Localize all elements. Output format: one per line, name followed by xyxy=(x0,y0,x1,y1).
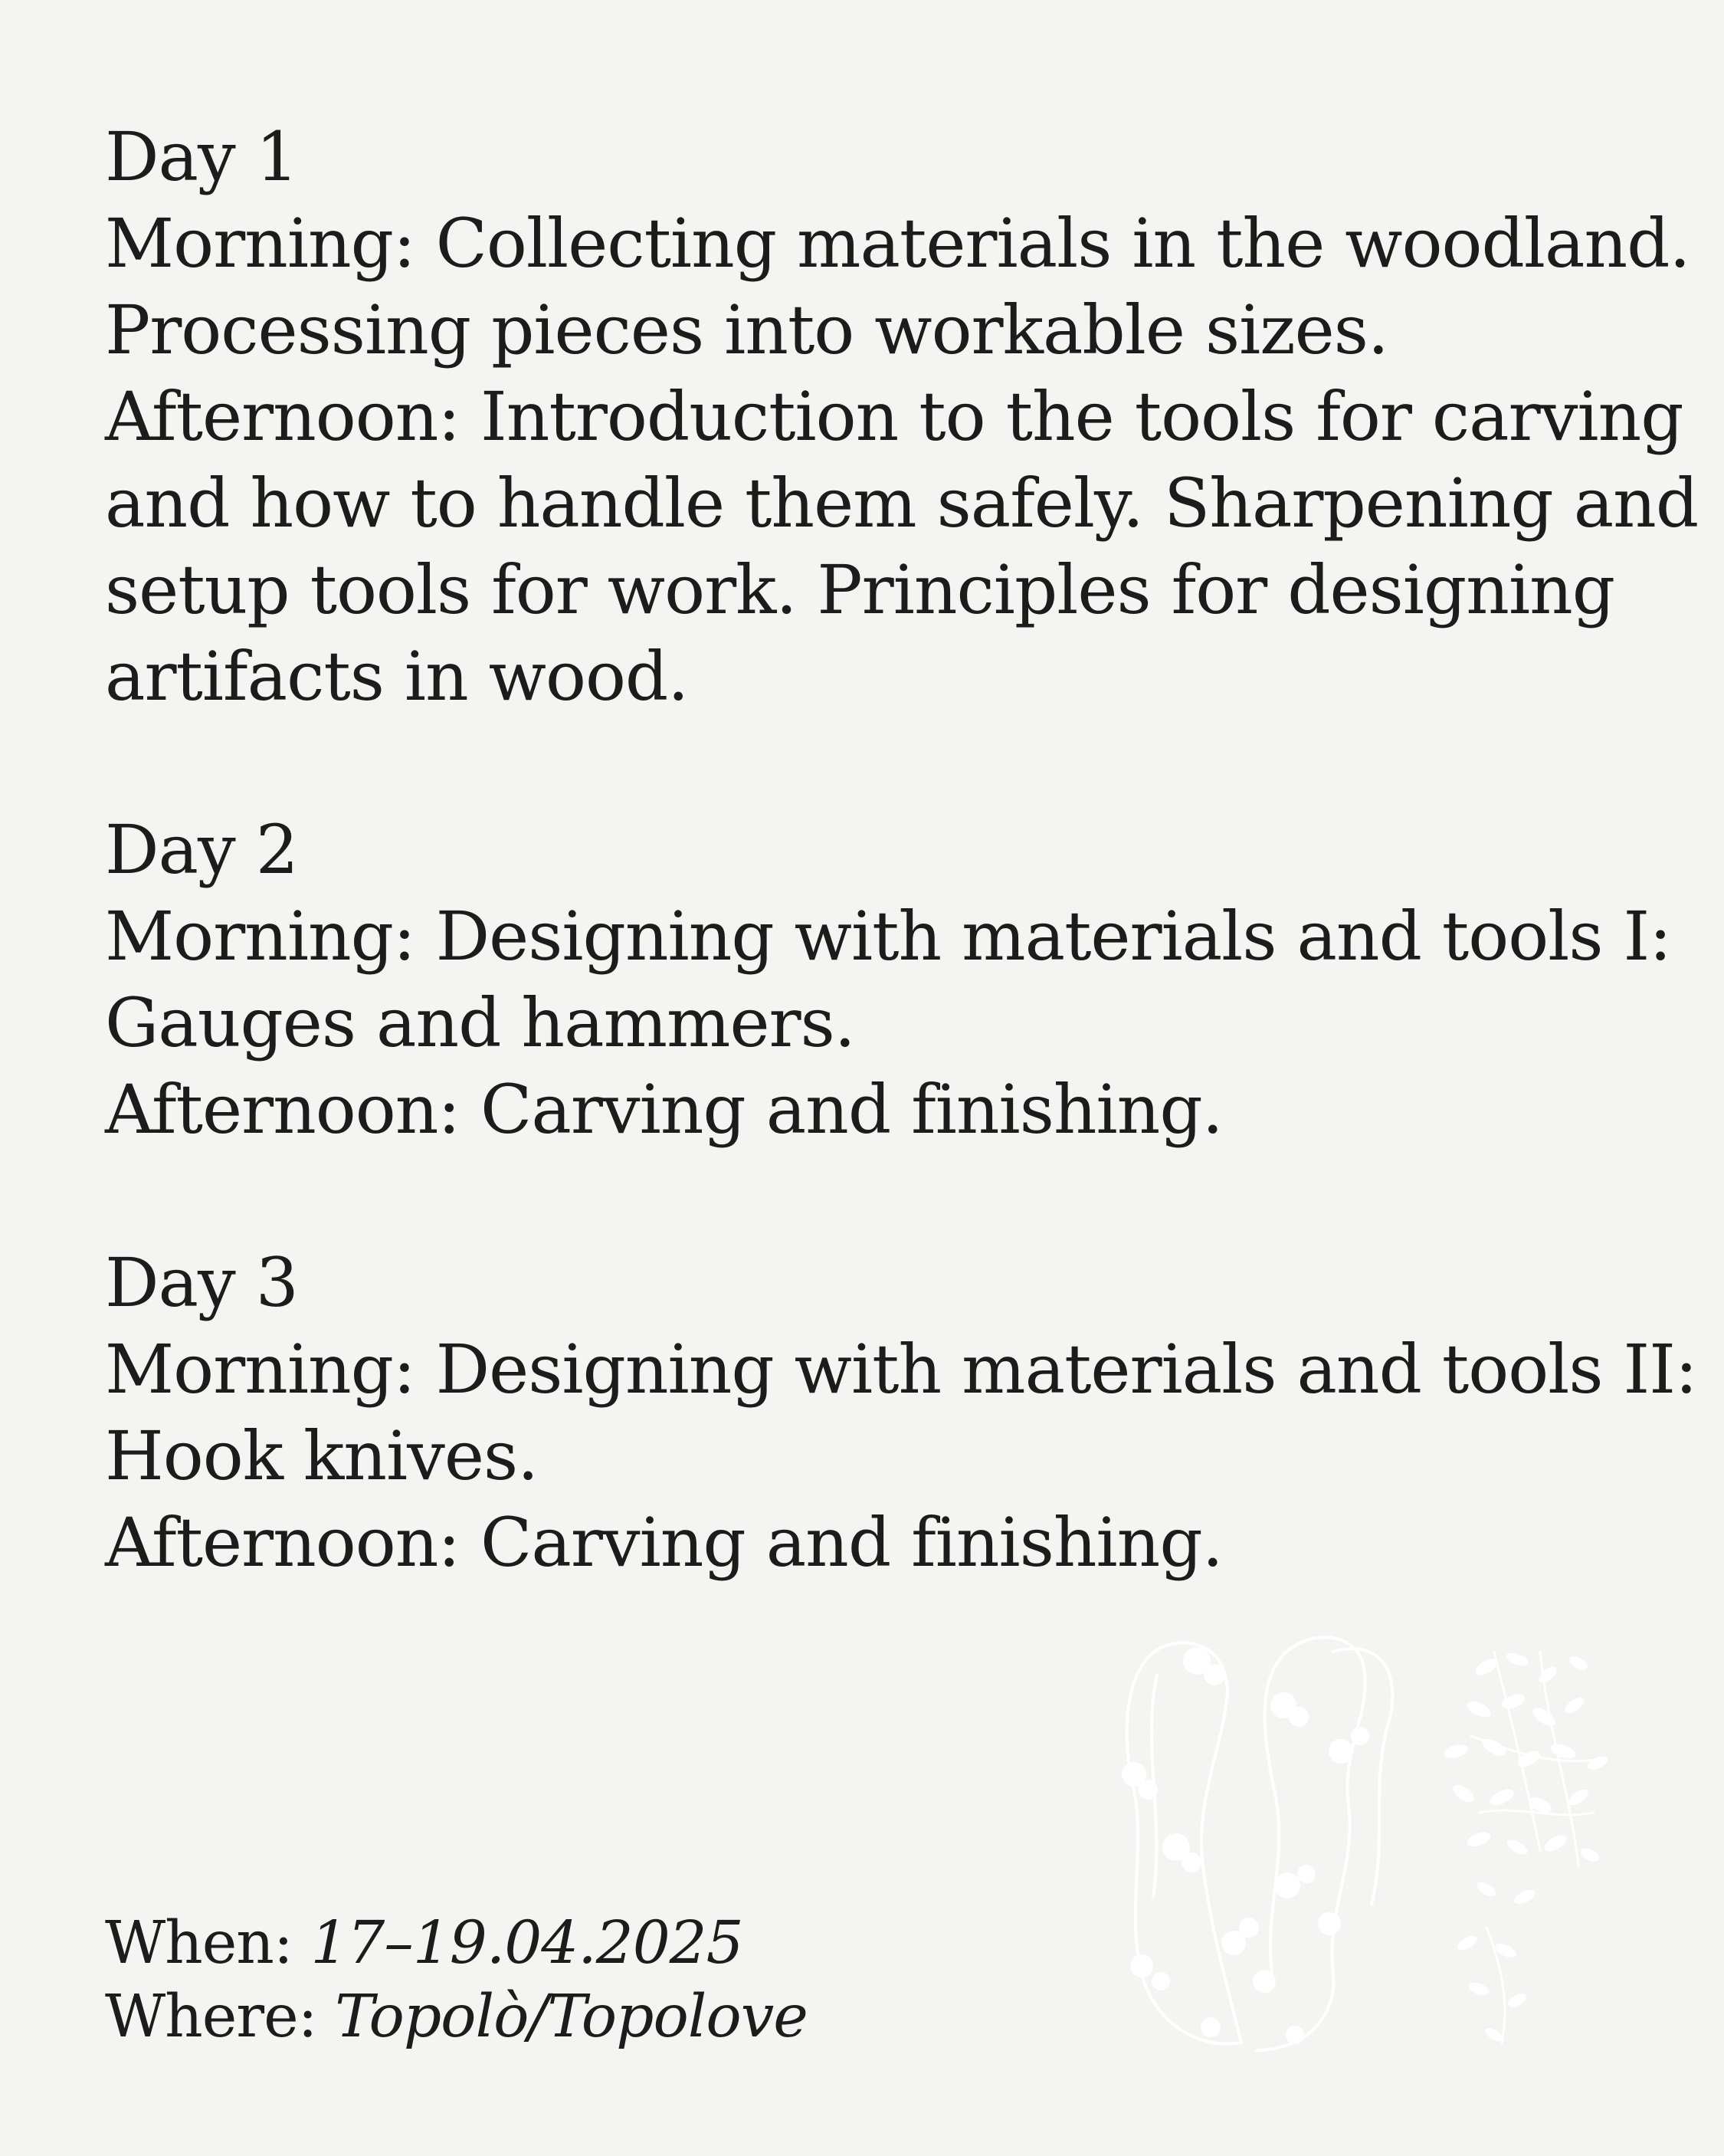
day-2-line-3: Afternoon: Carving and finishing. xyxy=(105,1070,1223,1149)
day-1-line-6: artifacts in wood. xyxy=(105,637,689,716)
floral-plant-icon xyxy=(1111,1621,1632,2066)
when-row xyxy=(105,1907,808,1980)
workshop-schedule xyxy=(105,113,1699,1672)
where-label: Where: xyxy=(105,1983,336,2051)
day-1-line-3: Afternoon: Introduction to the tools for carving xyxy=(105,377,1683,456)
day-3-line-1: Morning: Designing with materials and tools II: xyxy=(105,1330,1697,1409)
when-label: When: xyxy=(105,1909,311,1977)
day-1-line-4: and how to handle them safely. Sharpening and xyxy=(105,464,1699,543)
event-details xyxy=(105,1907,808,2054)
day-1-line-2: Processing pieces into workable sizes. xyxy=(105,290,1388,369)
day-2-line-1: Morning: Designing with materials and tools I: xyxy=(105,897,1671,976)
day-3-line-2: Hook knives. xyxy=(105,1416,539,1495)
day-2-line-2: Gauges and hammers. xyxy=(105,983,855,1062)
day-1-block xyxy=(105,113,1699,720)
where-row xyxy=(105,1980,808,2054)
day-3-line-3: Afternoon: Carving and finishing. xyxy=(105,1503,1223,1582)
when-value: 17–19.04.2025 xyxy=(310,1909,743,1977)
day-3-block xyxy=(105,1239,1697,1586)
day-1-line-5: setup tools for work. Principles for designing xyxy=(105,550,1615,629)
day-2-block xyxy=(105,806,1671,1153)
day-1-line-1: Morning: Collecting materials in the woodland. xyxy=(105,204,1690,283)
day-1-title: Day 1 xyxy=(105,117,298,196)
where-value: Topolò/Topolove xyxy=(335,1983,808,2051)
day-2-title: Day 2 xyxy=(105,810,298,889)
day-3-title: Day 3 xyxy=(105,1243,298,1322)
